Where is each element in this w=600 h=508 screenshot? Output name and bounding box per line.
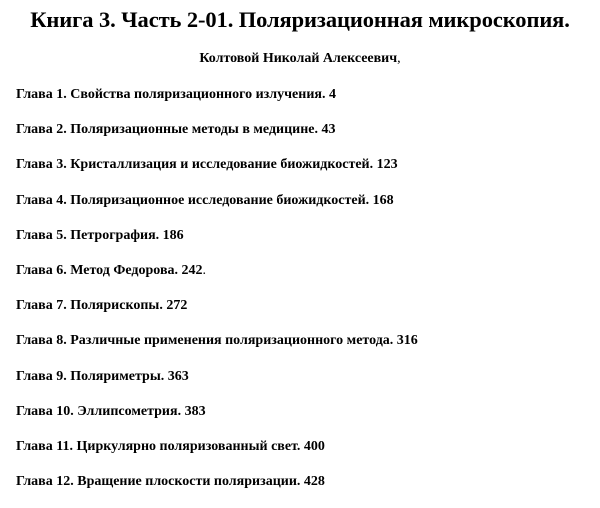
toc-page: 383 xyxy=(184,403,206,419)
toc-item-2 xyxy=(16,121,418,156)
toc-item-9 xyxy=(16,368,418,403)
author-trailing: , xyxy=(397,51,401,66)
toc-page: 123 xyxy=(376,157,398,173)
toc-page: 363 xyxy=(167,368,189,384)
toc-tail: . xyxy=(202,262,206,278)
toc-title: Поляризационные методы в медицине. xyxy=(70,122,319,138)
toc-chapter: Глава 6. xyxy=(16,262,67,278)
toc-page: 428 xyxy=(303,474,325,490)
toc-title: Поляризационное исследование биожидкостей. xyxy=(70,192,370,208)
toc-chapter: Глава 1. xyxy=(16,87,67,102)
toc-chapter: Глава 8. xyxy=(16,333,67,349)
toc-page: 242 xyxy=(181,262,203,278)
toc-title: Поляриметры. xyxy=(70,368,165,384)
toc-item-3 xyxy=(16,156,418,191)
toc-title: Полярископы. xyxy=(70,298,163,314)
toc-chapter: Глава 2. xyxy=(16,122,67,138)
toc-chapter: Глава 9. xyxy=(16,368,67,384)
toc-chapter: Глава 12. xyxy=(16,474,74,490)
document-title: Книга 3. Часть 2-01. Поляризационная микроскопия. xyxy=(30,7,570,32)
toc-item-5 xyxy=(16,227,418,262)
author-line xyxy=(0,50,600,68)
table-of-contents xyxy=(16,86,418,508)
toc-item-4 xyxy=(16,192,418,227)
toc-item-11 xyxy=(16,438,418,473)
toc-page: 272 xyxy=(166,298,188,314)
toc-item-7 xyxy=(16,297,418,332)
toc-item-1 xyxy=(16,86,418,121)
toc-title: Различные применения поляризационного метода. xyxy=(70,333,394,349)
toc-title: Циркулярно поляризованный свет. xyxy=(76,438,301,454)
toc-page: 43 xyxy=(321,122,336,138)
toc-item-10 xyxy=(16,403,418,438)
toc-chapter: Глава 7. xyxy=(16,298,67,314)
toc-title: Кристаллизация и исследование биожидкостей. xyxy=(70,157,374,173)
toc-chapter: Глава 3. xyxy=(16,157,67,173)
toc-title: Метод Федорова. xyxy=(70,262,178,278)
toc-chapter: Глава 10. xyxy=(16,403,74,419)
toc-item-12 xyxy=(16,473,418,508)
toc-page: 400 xyxy=(303,438,325,454)
toc-title: Вращение плоскости поляризации. xyxy=(77,474,301,490)
toc-page: 168 xyxy=(372,192,394,208)
toc-page: 316 xyxy=(396,333,418,349)
toc-title: Эллипсометрия. xyxy=(77,403,182,419)
toc-item-8 xyxy=(16,332,418,367)
toc-chapter: Глава 5. xyxy=(16,227,67,243)
toc-page: 186 xyxy=(162,227,184,243)
toc-chapter: Глава 4. xyxy=(16,192,67,208)
toc-title: Свойства поляризационного излучения. xyxy=(70,87,326,102)
toc-item-6 xyxy=(16,262,418,297)
author-name: Колтовой Николай Алексеевич xyxy=(199,51,398,66)
toc-chapter: Глава 11. xyxy=(16,438,73,454)
toc-title: Петрография. xyxy=(70,227,160,243)
toc-page: 4 xyxy=(328,87,336,102)
